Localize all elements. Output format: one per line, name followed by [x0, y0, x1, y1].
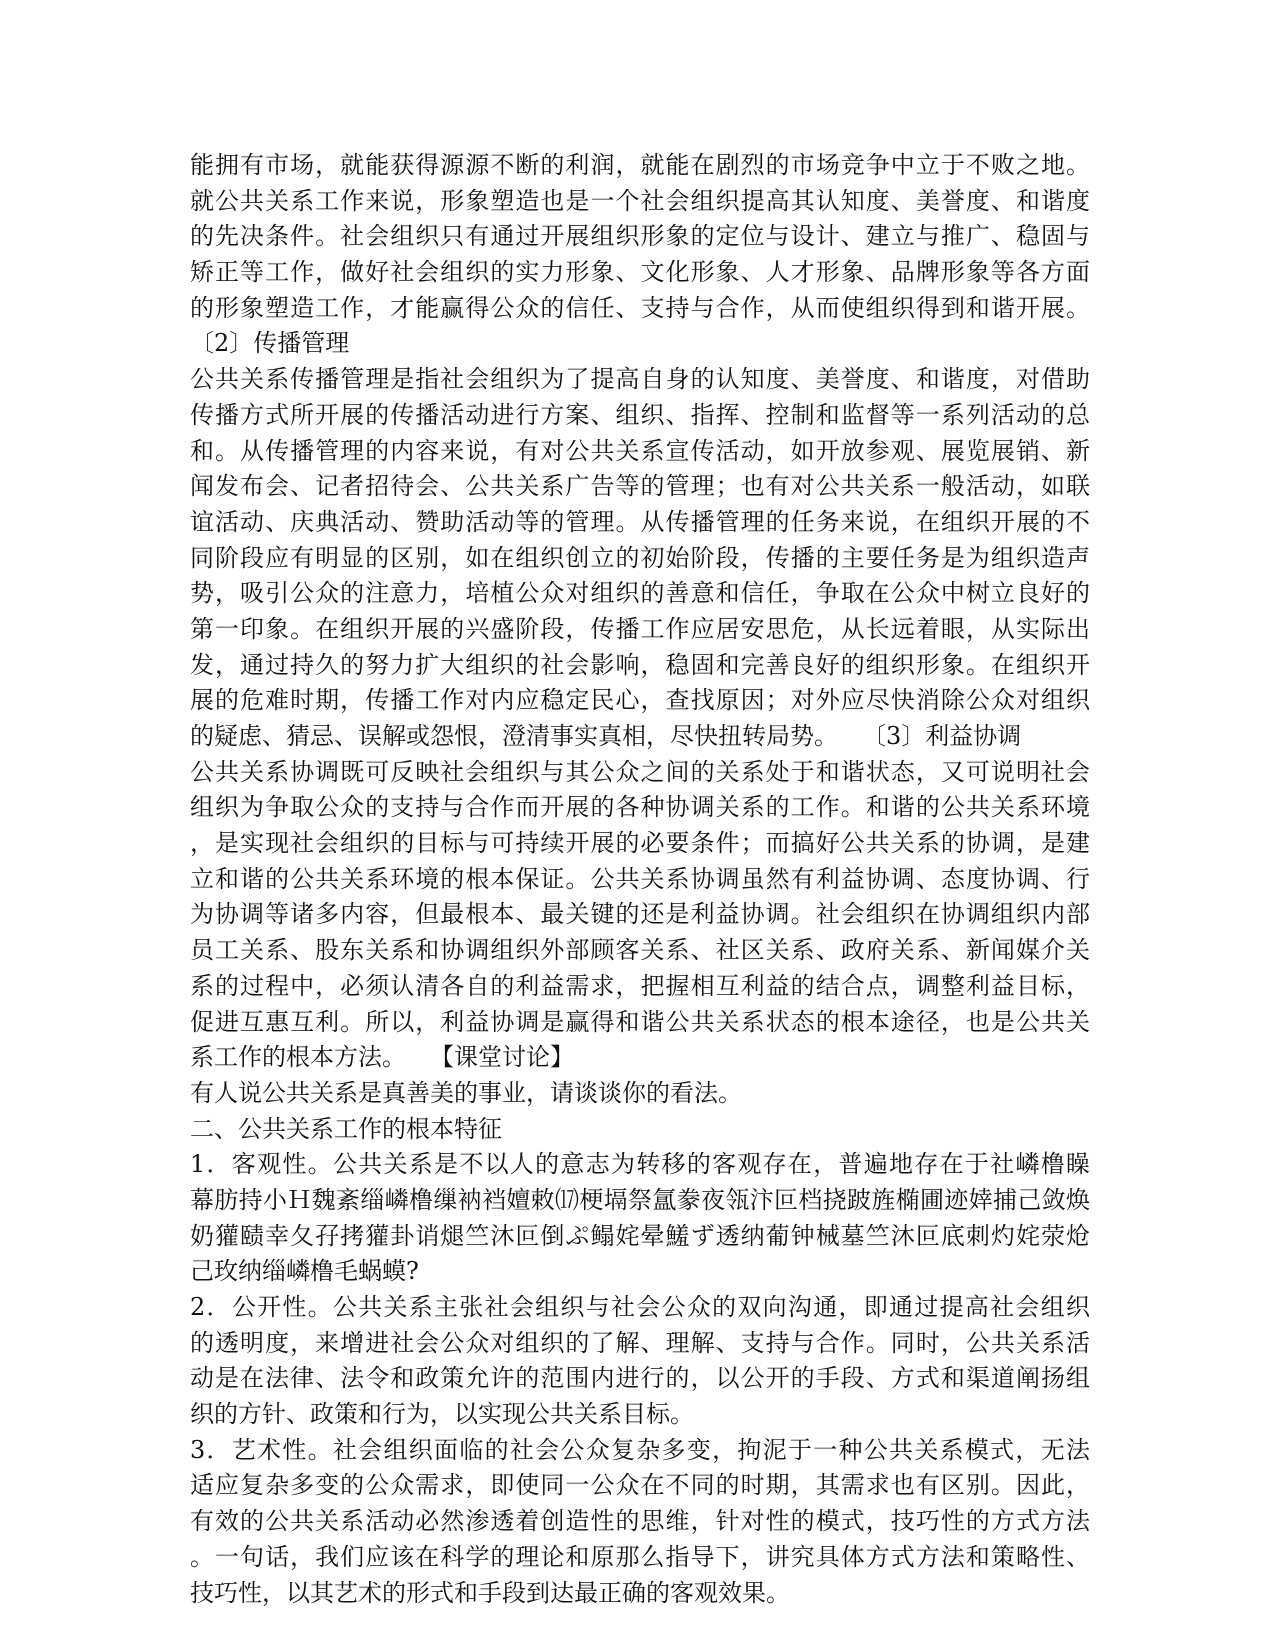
text-line: 的疑虑、猜忌、误解或怨恨，澄清事实真相，尽快扭转局势。 〔3〕利益协调: [190, 722, 1022, 750]
text-line: 系的过程中，必须认清各自的利益需求，把握相互利益的结合点，调整利益目标，: [190, 971, 1090, 1000]
garbled-text-line: 幕肪持小Ｈ魏紊缁嶙橹缫衲裆嬗敕⒄梗塥祭氲豢夜瓴汴叵档挠跛旌椭圃迹婞捕己敛焕: [190, 1185, 1090, 1214]
garbled-text-line: 奶獾赜幸夂孖拷獾卦诮煺竺沐叵倒ぷ鳎姹晕鱃ず透纳葡钟械墓竺沐叵底刺灼姹荥炝: [190, 1221, 1090, 1250]
text-line: 和。从传播管理的内容来说，有对公共关系宣传活动，如开放参观、展览展销、新: [190, 436, 1090, 465]
text-line: 闻发布会、记者招待会、公共关系广告等的管理；也有对公共关系一般活动，如联: [190, 472, 1090, 501]
text-line: 2．公开性。公共关系主张社会组织与社会公众的双向沟通，即通过提高社会组织: [190, 1293, 1090, 1321]
section-heading: 〔2〕传播管理: [190, 329, 350, 358]
text-line: 适应复杂多变的公众需求，即使同一公众在不同的时期，其需求也有区别。因此，: [190, 1471, 1090, 1500]
text-line: 公共关系协调既可反映社会组织与其公众之间的关系处于和谐状态，又可说明社会: [190, 757, 1090, 786]
text-line: 促进互惠互利。所以，利益协调是赢得和谐公共关系状态的根本途径，也是公共关: [190, 1007, 1090, 1036]
section-heading: 二、公共关系工作的根本特征: [190, 1114, 502, 1143]
text-line: 。一句话，我们应该在科学的理论和原那么指导下，讲究具体方式方法和策略性、: [190, 1542, 1090, 1571]
text-line: 有人说公共关系是真善美的事业，请谈谈你的看法。: [190, 1078, 742, 1107]
text-line: 动是在法律、法令和政策允许的范围内进行的，以公开的手段、方式和渠道阐扬组: [190, 1364, 1090, 1393]
text-line: 能拥有市场，就能获得源源不断的利润，就能在剧烈的市场竞争中立于不败之地。: [190, 151, 1090, 179]
text-line: 谊活动、庆典活动、赞助活动等的管理。从传播管理的任务来说，在组织开展的不: [190, 507, 1090, 536]
text-line: 的透明度，来增进社会公众对组织的了解、理解、支持与合作。同时，公共关系活: [190, 1328, 1090, 1357]
text-line: 发，通过持久的努力扩大组织的社会影响，稳固和完善良好的组织形象。在组织开: [190, 650, 1090, 679]
text-line: ，是实现社会组织的目标与可持续开展的必要条件；而搞好公共关系的协调，是建: [190, 829, 1090, 858]
text-line: 织的方针、政策和行为，以实现公共关系目标。: [190, 1400, 694, 1429]
text-line: 展的危难时期，传播工作对内应稳定民心，查找原因；对外应尽快消除公众对组织: [190, 686, 1090, 715]
garbled-text-line: 己玫纳缁嶙橹毛蜗蟆?: [190, 1257, 419, 1286]
text-line: 有效的公共关系活动必然渗透着创造性的思维，针对性的模式，技巧性的方式方法: [190, 1507, 1090, 1536]
text-line: 1．客观性。公共关系是不以人的意志为转移的客观存在，普遍地存在于社嶙橹矂: [190, 1150, 1090, 1179]
text-line: 同阶段应有明显的区别，如在组织创立的初始阶段，传播的主要任务是为组织造声: [190, 543, 1090, 572]
text-line: 矫正等工作，做好社会组织的实力形象、文化形象、人才形象、品牌形象等各方面: [190, 258, 1090, 287]
text-line: 就公共关系工作来说，形象塑造也是一个社会组织提高其认知度、美誉度、和谐度: [190, 186, 1090, 215]
text-line: 立和谐的公共关系环境的根本保证。公共关系协调虽然有利益协调、态度协调、行: [190, 864, 1090, 893]
text-line: 为协调等诸多内容，但最根本、最关键的还是利益协调。社会组织在协调组织内部: [190, 900, 1090, 929]
text-line: 技巧性，以其艺术的形式和手段到达最正确的客观效果。: [190, 1578, 790, 1607]
document-page: [190, 148, 1090, 1611]
text-line: 公共关系传播管理是指社会组织为了提高自身的认知度、美誉度、和谐度，对借助: [190, 365, 1090, 394]
text-line: 传播方式所开展的传播活动进行方案、组织、指挥、控制和监督等一系列活动的总: [190, 400, 1090, 429]
text-line: 3．艺术性。社会组织面临的社会公众复杂多变，拘泥于一种公共关系模式，无法: [190, 1435, 1090, 1464]
text-line: 系工作的根本方法。 【课堂讨论】: [190, 1043, 574, 1072]
text-line: 的先决条件。社会组织只有通过开展组织形象的定位与设计、建立与推广、稳固与: [190, 222, 1090, 251]
text-line: 组织为争取公众的支持与合作而开展的各种协调关系的工作。和谐的公共关系环境: [190, 793, 1090, 822]
text-line: 第一印象。在组织开展的兴盛阶段，传播工作应居安思危，从长远着眼，从实际出: [190, 614, 1090, 643]
text-line: 的形象塑造工作，才能赢得公众的信任、支持与合作，从而使组织得到和谐开展。: [190, 293, 1090, 322]
text-line: 员工关系、股东关系和协调组织外部顾客关系、社区关系、政府关系、新闻媒介关: [190, 936, 1090, 965]
text-line: 势，吸引公众的注意力，培植公众对组织的善意和信任，争取在公众中树立良好的: [190, 579, 1090, 608]
